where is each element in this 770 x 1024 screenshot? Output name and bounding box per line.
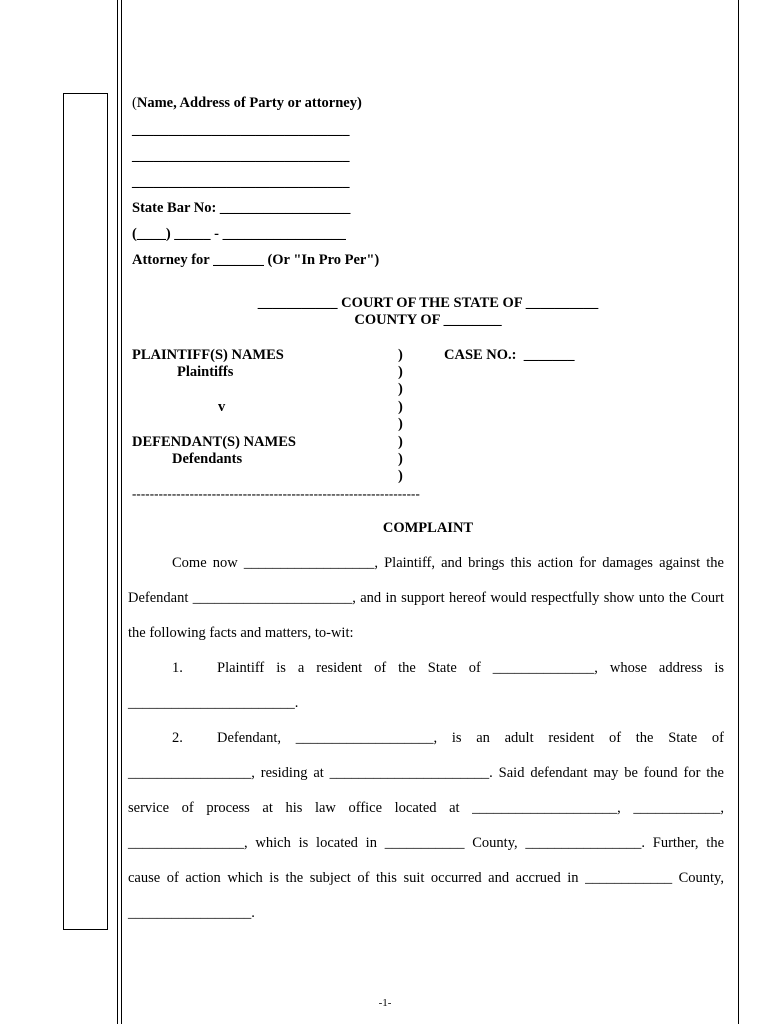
defendant-names: DEFENDANT(S) NAMES — [132, 434, 296, 450]
caption-paren: ) — [398, 364, 403, 380]
left-margin-rule-1 — [117, 0, 118, 1024]
caption-paren: ) — [398, 468, 403, 484]
paragraph-2-number: 2. — [172, 730, 183, 746]
paragraph-2-line-6: _________________. — [128, 905, 255, 921]
paragraph-2-line-3: service of process at his law office located at ____________________, ____________, — [128, 800, 724, 816]
caption-paren: ) — [398, 416, 403, 432]
page-number: -1- — [378, 997, 392, 1009]
party-label: (Name, Address of Party or attorney) — [132, 95, 362, 111]
state-bar-number: State Bar No: __________________ — [132, 200, 351, 216]
caption-divider: ----------------------------------------------------------------- — [132, 486, 420, 501]
county-name: COUNTY OF ________ — [354, 312, 502, 328]
right-margin-rule — [738, 0, 739, 1024]
paragraph-2-line-1: Defendant, ___________________, is an adult resident of the State of — [217, 730, 724, 746]
paragraph-2-line-4: ________________, which is located in ___________ County, ________________. Further, the — [128, 835, 724, 851]
phone-number: (____) _____ - _________________ — [132, 226, 346, 242]
address-line-1: ______________________________ — [132, 122, 350, 138]
intro-line-3: the following facts and matters, to-wit: — [128, 625, 354, 641]
attorney-for: Attorney for _______ (Or "In Pro Per") — [132, 252, 380, 268]
caption-paren: ) — [398, 347, 403, 363]
left-margin-rule-2 — [121, 0, 122, 1024]
document-title: COMPLAINT — [382, 520, 474, 536]
paragraph-1-number: 1. — [172, 660, 183, 676]
paragraph-1-line-1: Plaintiff is a resident of the State of ______________, whose address is — [217, 660, 724, 676]
caption-paren: ) — [398, 451, 403, 467]
intro-line-1: Come now __________________, Plaintiff, and brings this action for damages against the — [172, 555, 724, 571]
caption-paren: ) — [398, 399, 403, 415]
address-line-2: ______________________________ — [132, 148, 350, 164]
defendants-label: Defendants — [172, 451, 243, 467]
address-line-3: ______________________________ — [132, 174, 350, 190]
intro-line-2: Defendant ______________________, and in support hereof would respectfully show unto the Court — [128, 590, 724, 606]
court-name: ___________ COURT OF THE STATE OF __________ — [257, 295, 599, 311]
case-number: CASE NO.: _______ — [444, 347, 575, 363]
paragraph-2-line-2: _________________, residing at ______________________. Said defendant may be found for the — [128, 765, 724, 781]
plaintiff-names: PLAINTIFF(S) NAMES — [132, 347, 284, 363]
versus: v — [218, 399, 226, 415]
paragraph-2-line-5: cause of action which is the subject of this suit occurred and accrued in ____________ County, — [128, 870, 724, 886]
paragraph-1-line-2: _______________________. — [128, 695, 299, 711]
caption-paren: ) — [398, 434, 403, 450]
caption-paren: ) — [398, 381, 403, 397]
plaintiffs-label: Plaintiffs — [177, 364, 234, 380]
line-number-box — [63, 93, 108, 930]
